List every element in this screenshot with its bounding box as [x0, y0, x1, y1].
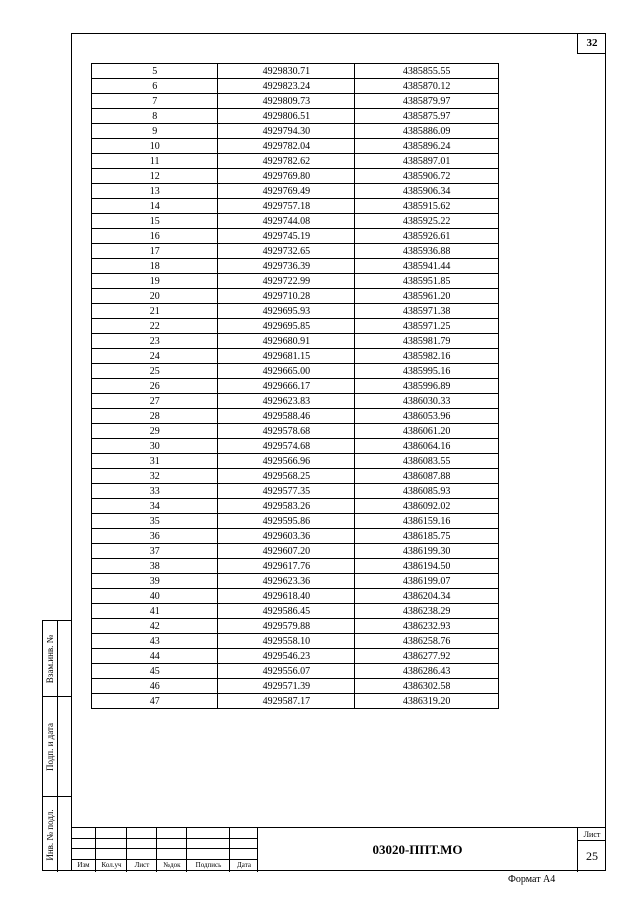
side-label-inv-replace: Взам.инв. № [45, 634, 55, 683]
sheet-number: 25 [586, 849, 598, 863]
point-number-cell: 39 [92, 574, 218, 589]
title-block [71, 827, 606, 871]
x-coordinate-cell: 4929665.00 [218, 364, 355, 379]
y-coordinate-cell: 4385961.20 [355, 289, 499, 304]
stamp-header-podpis: Подпись [195, 861, 222, 869]
table-row [92, 484, 499, 499]
point-number-cell: 20 [92, 289, 218, 304]
table-row [92, 499, 499, 514]
y-coordinate-cell: 4385936.88 [355, 244, 499, 259]
x-coordinate-cell: 4929809.73 [218, 94, 355, 109]
x-coordinate-cell: 4929623.83 [218, 394, 355, 409]
side-cell-inv-replace [43, 621, 71, 697]
table-row [92, 319, 499, 334]
x-coordinate-cell: 4929571.39 [218, 679, 355, 694]
sheet-label: Лист [578, 828, 606, 841]
table-row [92, 454, 499, 469]
y-coordinate-cell: 4385971.25 [355, 319, 499, 334]
y-coordinate-cell: 4385915.62 [355, 199, 499, 214]
y-coordinate-cell: 4386185.75 [355, 529, 499, 544]
y-coordinate-cell: 4386319.20 [355, 694, 499, 709]
x-coordinate-cell: 4929732.65 [218, 244, 355, 259]
y-coordinate-cell: 4386083.55 [355, 454, 499, 469]
y-coordinate-cell: 4385971.38 [355, 304, 499, 319]
y-coordinate-cell: 4386258.76 [355, 634, 499, 649]
x-coordinate-cell: 4929782.62 [218, 154, 355, 169]
table-row [92, 199, 499, 214]
table-row [92, 664, 499, 679]
stamp-header-izm: Изм [77, 861, 90, 869]
point-number-cell: 43 [92, 634, 218, 649]
point-number-cell: 23 [92, 334, 218, 349]
x-coordinate-cell: 4929769.49 [218, 184, 355, 199]
x-coordinate-cell: 4929736.39 [218, 259, 355, 274]
table-row [92, 94, 499, 109]
x-coordinate-cell: 4929623.36 [218, 574, 355, 589]
y-coordinate-cell: 4386302.58 [355, 679, 499, 694]
point-number-cell: 17 [92, 244, 218, 259]
table-row [92, 589, 499, 604]
point-number-cell: 5 [92, 64, 218, 79]
table-row [92, 514, 499, 529]
y-coordinate-cell: 4385995.16 [355, 364, 499, 379]
point-number-cell: 15 [92, 214, 218, 229]
point-number-cell: 47 [92, 694, 218, 709]
y-coordinate-cell: 4385906.72 [355, 169, 499, 184]
side-stamp [42, 620, 71, 871]
x-coordinate-cell: 4929574.68 [218, 439, 355, 454]
point-number-cell: 40 [92, 589, 218, 604]
x-coordinate-cell: 4929695.93 [218, 304, 355, 319]
table-row [92, 154, 499, 169]
point-number-cell: 32 [92, 469, 218, 484]
table-row [92, 409, 499, 424]
point-number-cell: 7 [92, 94, 218, 109]
point-number-cell: 6 [92, 79, 218, 94]
y-coordinate-cell: 4385981.79 [355, 334, 499, 349]
table-row [92, 634, 499, 649]
x-coordinate-cell: 4929769.80 [218, 169, 355, 184]
x-coordinate-cell: 4929745.19 [218, 229, 355, 244]
point-number-cell: 28 [92, 409, 218, 424]
point-number-cell: 10 [92, 139, 218, 154]
x-coordinate-cell: 4929607.20 [218, 544, 355, 559]
coordinates-table-body [92, 64, 499, 709]
y-coordinate-cell: 4385951.85 [355, 274, 499, 289]
x-coordinate-cell: 4929588.46 [218, 409, 355, 424]
x-coordinate-cell: 4929568.25 [218, 469, 355, 484]
x-coordinate-cell: 4929546.23 [218, 649, 355, 664]
y-coordinate-cell: 4386194.50 [355, 559, 499, 574]
point-number-cell: 22 [92, 319, 218, 334]
y-coordinate-cell: 4386277.92 [355, 649, 499, 664]
table-row [92, 544, 499, 559]
point-number-cell: 21 [92, 304, 218, 319]
x-coordinate-cell: 4929695.85 [218, 319, 355, 334]
table-row [92, 364, 499, 379]
x-coordinate-cell: 4929595.86 [218, 514, 355, 529]
y-coordinate-cell: 4386204.34 [355, 589, 499, 604]
point-number-cell: 36 [92, 529, 218, 544]
y-coordinate-cell: 4386199.30 [355, 544, 499, 559]
y-coordinate-cell: 4385896.24 [355, 139, 499, 154]
x-coordinate-cell: 4929757.18 [218, 199, 355, 214]
y-coordinate-cell: 4385875.97 [355, 109, 499, 124]
point-number-cell: 18 [92, 259, 218, 274]
x-coordinate-cell: 4929579.88 [218, 619, 355, 634]
point-number-cell: 37 [92, 544, 218, 559]
y-coordinate-cell: 4386087.88 [355, 469, 499, 484]
point-number-cell: 45 [92, 664, 218, 679]
side-label-sign-date: Подп. и дата [45, 722, 55, 771]
table-row [92, 244, 499, 259]
point-number-cell: 8 [92, 109, 218, 124]
table-row [92, 109, 499, 124]
table-row [92, 289, 499, 304]
y-coordinate-cell: 4385886.09 [355, 124, 499, 139]
table-row [92, 574, 499, 589]
coordinates-table [91, 63, 499, 709]
page-number: 32 [577, 33, 606, 54]
point-number-cell: 42 [92, 619, 218, 634]
table-row [92, 259, 499, 274]
table-row [92, 304, 499, 319]
document-code: 03020-ППТ.МО [258, 828, 578, 872]
y-coordinate-cell: 4386085.93 [355, 484, 499, 499]
table-row [92, 229, 499, 244]
x-coordinate-cell: 4929830.71 [218, 64, 355, 79]
table-row [92, 169, 499, 184]
y-coordinate-cell: 4386286.43 [355, 664, 499, 679]
table-row [92, 649, 499, 664]
x-coordinate-cell: 4929586.45 [218, 604, 355, 619]
point-number-cell: 38 [92, 559, 218, 574]
point-number-cell: 31 [92, 454, 218, 469]
point-number-cell: 46 [92, 679, 218, 694]
point-number-cell: 29 [92, 424, 218, 439]
point-number-cell: 12 [92, 169, 218, 184]
table-row [92, 124, 499, 139]
table-row [92, 529, 499, 544]
y-coordinate-cell: 4386159.16 [355, 514, 499, 529]
y-coordinate-cell: 4386232.93 [355, 619, 499, 634]
point-number-cell: 33 [92, 484, 218, 499]
x-coordinate-cell: 4929744.08 [218, 214, 355, 229]
x-coordinate-cell: 4929603.36 [218, 529, 355, 544]
table-row [92, 214, 499, 229]
table-row [92, 139, 499, 154]
x-coordinate-cell: 4929577.35 [218, 484, 355, 499]
y-coordinate-cell: 4385996.89 [355, 379, 499, 394]
point-number-cell: 24 [92, 349, 218, 364]
table-row [92, 184, 499, 199]
table-row [92, 424, 499, 439]
title-block-grid [71, 828, 258, 872]
y-coordinate-cell: 4385879.97 [355, 94, 499, 109]
y-coordinate-cell: 4386092.02 [355, 499, 499, 514]
point-number-cell: 44 [92, 649, 218, 664]
x-coordinate-cell: 4929578.68 [218, 424, 355, 439]
y-coordinate-cell: 4386061.20 [355, 424, 499, 439]
y-coordinate-cell: 4385925.22 [355, 214, 499, 229]
side-label-inv-orig: Инв. № подл. [45, 808, 55, 861]
x-coordinate-cell: 4929722.99 [218, 274, 355, 289]
x-coordinate-cell: 4929666.17 [218, 379, 355, 394]
point-number-cell: 9 [92, 124, 218, 139]
point-number-cell: 30 [92, 439, 218, 454]
format-label: Формат А4 [508, 874, 556, 885]
y-coordinate-cell: 4385870.12 [355, 79, 499, 94]
stamp-header-ndok: №док [163, 861, 181, 869]
side-cell-sign-date [43, 697, 71, 797]
table-row [92, 64, 499, 79]
stamp-header-list: Лист [134, 861, 150, 869]
point-number-cell: 13 [92, 184, 218, 199]
y-coordinate-cell: 4385897.01 [355, 154, 499, 169]
x-coordinate-cell: 4929618.40 [218, 589, 355, 604]
point-number-cell: 25 [92, 364, 218, 379]
point-number-cell: 14 [92, 199, 218, 214]
point-number-cell: 11 [92, 154, 218, 169]
table-row [92, 274, 499, 289]
x-coordinate-cell: 4929558.10 [218, 634, 355, 649]
y-coordinate-cell: 4385906.34 [355, 184, 499, 199]
table-row [92, 679, 499, 694]
point-number-cell: 34 [92, 499, 218, 514]
y-coordinate-cell: 4385982.16 [355, 349, 499, 364]
x-coordinate-cell: 4929556.07 [218, 664, 355, 679]
table-row [92, 79, 499, 94]
point-number-cell: 27 [92, 394, 218, 409]
x-coordinate-cell: 4929680.91 [218, 334, 355, 349]
table-row [92, 619, 499, 634]
x-coordinate-cell: 4929823.24 [218, 79, 355, 94]
x-coordinate-cell: 4929566.96 [218, 454, 355, 469]
side-cell-inv-orig [43, 797, 71, 872]
table-row [92, 694, 499, 709]
table-row [92, 379, 499, 394]
x-coordinate-cell: 4929583.26 [218, 499, 355, 514]
y-coordinate-cell: 4386030.33 [355, 394, 499, 409]
y-coordinate-cell: 4385855.55 [355, 64, 499, 79]
table-row [92, 394, 499, 409]
point-number-cell: 26 [92, 379, 218, 394]
x-coordinate-cell: 4929806.51 [218, 109, 355, 124]
y-coordinate-cell: 4386064.16 [355, 439, 499, 454]
x-coordinate-cell: 4929587.17 [218, 694, 355, 709]
table-row [92, 604, 499, 619]
table-row [92, 334, 499, 349]
x-coordinate-cell: 4929782.04 [218, 139, 355, 154]
y-coordinate-cell: 4386053.96 [355, 409, 499, 424]
y-coordinate-cell: 4385926.61 [355, 229, 499, 244]
x-coordinate-cell: 4929617.76 [218, 559, 355, 574]
table-row [92, 559, 499, 574]
stamp-header-kol-uch: Кол.уч [101, 861, 122, 869]
y-coordinate-cell: 4386199.07 [355, 574, 499, 589]
point-number-cell: 19 [92, 274, 218, 289]
x-coordinate-cell: 4929794.30 [218, 124, 355, 139]
table-row [92, 439, 499, 454]
table-row [92, 469, 499, 484]
point-number-cell: 16 [92, 229, 218, 244]
y-coordinate-cell: 4386238.29 [355, 604, 499, 619]
x-coordinate-cell: 4929681.15 [218, 349, 355, 364]
stamp-header-data: Дата [237, 861, 251, 869]
x-coordinate-cell: 4929710.28 [218, 289, 355, 304]
table-row [92, 349, 499, 364]
point-number-cell: 35 [92, 514, 218, 529]
point-number-cell: 41 [92, 604, 218, 619]
y-coordinate-cell: 4385941.44 [355, 259, 499, 274]
